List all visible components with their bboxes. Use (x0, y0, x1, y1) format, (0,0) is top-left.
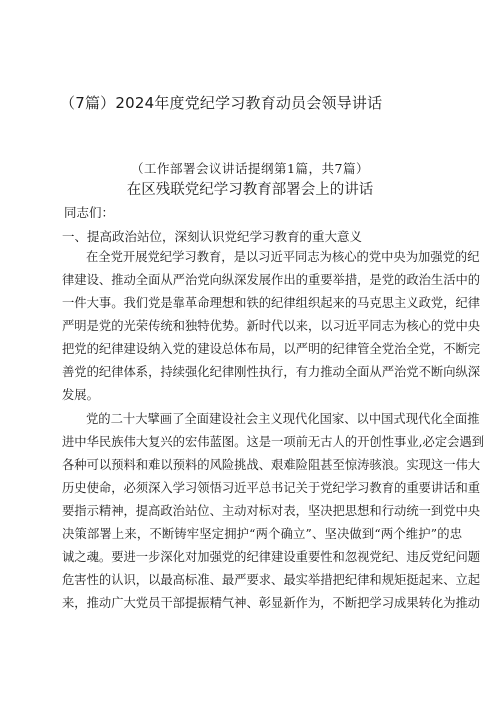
paragraph-1-line: 把党的纪律建设纳入党的建设总体布局，以严明的纪律管全党治全党，不断完 (62, 342, 481, 356)
paragraph-2-line: 来，推动广大党员干部提振精气神、彰显新作为，不断把学习成果转化为推动 (62, 596, 481, 610)
paragraph-2-line: 各种可以预料和难以预料的风险挑战、艰难险阻甚至惊涛骇浪。实现这一伟大 (62, 458, 481, 472)
paragraph-1-line: 律建设、推动全面从严治党向纵深发展作出的重要举措，是党的政治生活中的 (62, 273, 481, 287)
document-subtitle: （工作部署会议讲话提纲第1篇，共7篇） (131, 161, 369, 176)
paragraph-2-line: 进中华民族伟大复兴的宏伟蓝图。这是一项前无古人的开创性事业,必定会遇到 (62, 435, 485, 449)
paragraph-2-line: 要指示精神，提高政治站位、主动对标对表，坚决把思想和行动统一到党中央 (62, 504, 481, 518)
paragraph-1-line: 严明是党的光荣传统和独特优势。新时代以来，以习近平同志为核心的党中央 (62, 319, 481, 333)
paragraph-2-line: 危害性的认识，以最高标准、最严要求、最实举措把纪律和规矩挺起来、立起 (62, 573, 481, 587)
speech-title: 在区残联党纪学习教育部署会上的讲话 (126, 182, 374, 198)
paragraph-1-line: 发展。 (62, 388, 99, 402)
salutation: 同志们： (64, 205, 115, 220)
section-heading: 一、提高政治站位，深刻认识党纪学习教育的重大意义 (62, 229, 363, 244)
document-title: （7篇）2024年度党纪学习教育动员会领导讲话 (60, 94, 383, 112)
paragraph-1-line: 一件大事。我们党是靠革命理想和铁的纪律组织起来的马克思主义政党，纪律 (62, 296, 481, 310)
paragraph-2-line: 诚之魂。要进一步深化对加强党的纪律建设重要性和忽视党纪、违反党纪问题 (62, 550, 481, 564)
paragraph-2-line: 决策部署上来，不断铸牢坚定拥护“两个确立”、坚决做到“两个维护”的忠 (62, 527, 462, 541)
paragraph-2-line: 历史使命，必须深入学习领悟习近平总书记关于党纪学习教育的重要讲话和重 (62, 481, 481, 495)
paragraph-2-line: 党的二十大擘画了全面建设社会主义现代化国家、以中国式现代化全面推 (86, 412, 480, 426)
paragraph-1-line: 在全党开展党纪学习教育，是以习近平同志为核心的党中央为加强党的纪 (86, 250, 480, 264)
paragraph-1-line: 善党的纪律体系，持续强化纪律刚性执行，有力推动全面从严治党不断向纵深 (62, 365, 481, 379)
